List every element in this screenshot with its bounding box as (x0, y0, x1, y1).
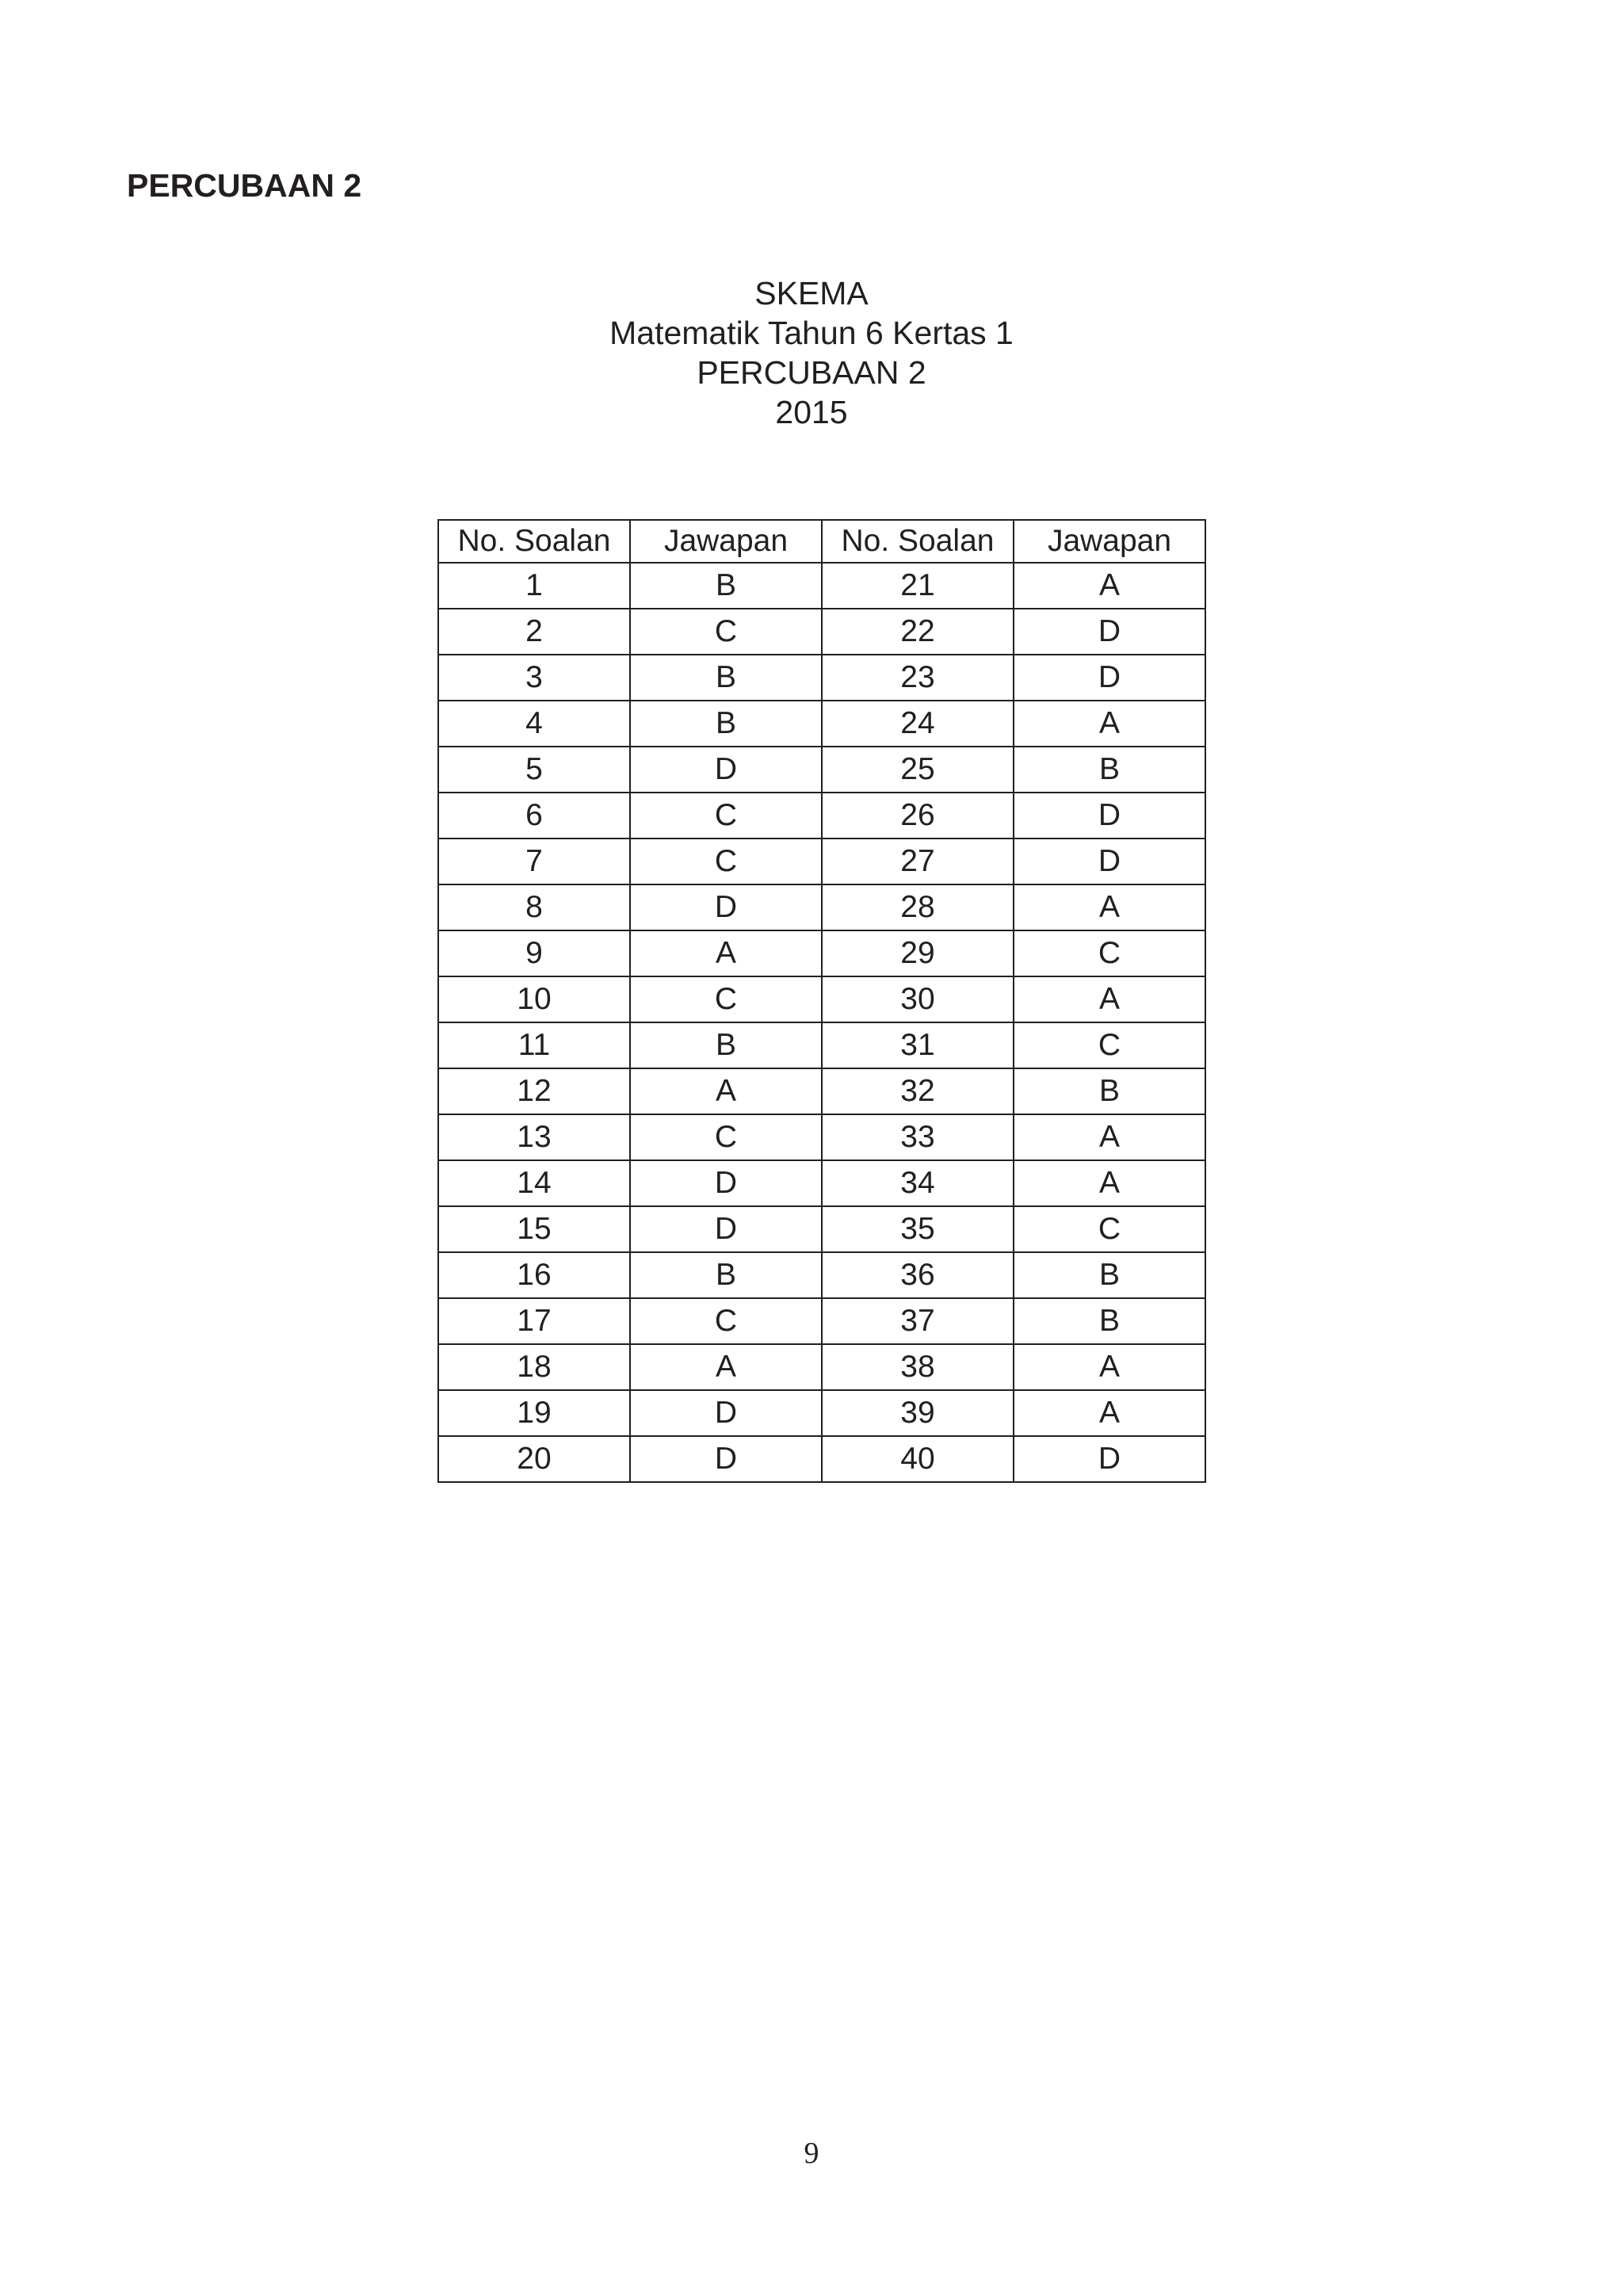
table-row (438, 1436, 1205, 1482)
question-number-cell: 34 (822, 1160, 1014, 1206)
question-number-cell: 7 (438, 839, 630, 884)
question-number-cell: 10 (438, 976, 630, 1022)
answer-cell: D (1014, 793, 1205, 839)
answer-cell: C (630, 839, 822, 884)
answer-cell: C (1014, 1022, 1205, 1068)
table-row (438, 609, 1205, 655)
answer-cell: A (1014, 1160, 1205, 1206)
answer-cell: D (1014, 839, 1205, 884)
table-row (438, 839, 1205, 884)
question-number-cell: 5 (438, 747, 630, 793)
question-number-cell: 14 (438, 1160, 630, 1206)
answer-cell: B (630, 701, 822, 747)
table-row (438, 1298, 1205, 1344)
table-row (438, 1114, 1205, 1160)
table-row (438, 930, 1205, 976)
question-number-cell: 8 (438, 884, 630, 930)
answer-scheme-heading (0, 273, 1623, 432)
question-number-cell: 38 (822, 1344, 1014, 1390)
question-number-cell: 32 (822, 1068, 1014, 1114)
table-row (438, 1022, 1205, 1068)
table-header-row (438, 520, 1205, 563)
answer-cell: C (1014, 930, 1205, 976)
question-number-cell: 15 (438, 1206, 630, 1252)
question-number-cell: 6 (438, 793, 630, 839)
heading-title: SKEMA (754, 275, 869, 311)
page-number: 9 (804, 2137, 819, 2170)
table-row (438, 701, 1205, 747)
table-row (438, 1344, 1205, 1390)
question-number-cell: 16 (438, 1252, 630, 1298)
answer-rows (438, 563, 1205, 1482)
question-number-cell: 35 (822, 1206, 1014, 1252)
question-number-cell: 4 (438, 701, 630, 747)
question-number-cell: 40 (822, 1436, 1014, 1482)
question-number-cell: 29 (822, 930, 1014, 976)
answer-cell: B (630, 1252, 822, 1298)
table-row (438, 1160, 1205, 1206)
question-number-cell: 23 (822, 655, 1014, 701)
answer-cell: D (1014, 1436, 1205, 1482)
answer-cell: D (630, 747, 822, 793)
question-number-cell: 27 (822, 839, 1014, 884)
answer-cell: D (1014, 655, 1205, 701)
answer-cell: C (630, 1114, 822, 1160)
heading-subject: Matematik Tahun 6 Kertas 1 (609, 315, 1014, 351)
header-question-no: No. Soalan (438, 520, 630, 563)
question-number-cell: 2 (438, 609, 630, 655)
answer-cell: C (630, 793, 822, 839)
question-number-cell: 17 (438, 1298, 630, 1344)
question-number-cell: 22 (822, 609, 1014, 655)
question-number-cell: 39 (822, 1390, 1014, 1436)
answer-cell: D (630, 1160, 822, 1206)
answer-cell: B (1014, 1068, 1205, 1114)
heading-year: 2015 (775, 394, 848, 430)
question-number-cell: 21 (822, 563, 1014, 609)
question-number-cell: 30 (822, 976, 1014, 1022)
question-number-cell: 33 (822, 1114, 1014, 1160)
question-number-cell: 19 (438, 1390, 630, 1436)
question-number-cell: 28 (822, 884, 1014, 930)
answer-cell: A (1014, 1390, 1205, 1436)
table-row (438, 884, 1205, 930)
table-row (438, 1068, 1205, 1114)
answer-cell: C (1014, 1206, 1205, 1252)
answer-cell: C (630, 609, 822, 655)
question-number-cell: 26 (822, 793, 1014, 839)
answer-cell: B (630, 655, 822, 701)
question-number-cell: 37 (822, 1298, 1014, 1344)
question-number-cell: 20 (438, 1436, 630, 1482)
table-row (438, 793, 1205, 839)
header-answer: Jawapan (630, 520, 822, 563)
question-number-cell: 9 (438, 930, 630, 976)
question-number-cell: 24 (822, 701, 1014, 747)
answer-cell: A (630, 1068, 822, 1114)
answer-cell: D (630, 1206, 822, 1252)
answer-cell: C (630, 1298, 822, 1344)
question-number-cell: 25 (822, 747, 1014, 793)
answer-cell: A (1014, 563, 1205, 609)
header-answer: Jawapan (1014, 520, 1205, 563)
answer-table (437, 519, 1206, 1483)
question-number-cell: 18 (438, 1344, 630, 1390)
question-number-cell: 3 (438, 655, 630, 701)
table-row (438, 1252, 1205, 1298)
question-number-cell: 11 (438, 1022, 630, 1068)
answer-cell: B (1014, 1252, 1205, 1298)
answer-cell: D (630, 1390, 822, 1436)
answer-cell: A (1014, 1344, 1205, 1390)
section-label: PERCUBAAN 2 (127, 167, 362, 204)
answer-cell: D (630, 884, 822, 930)
table-row (438, 976, 1205, 1022)
question-number-cell: 1 (438, 563, 630, 609)
table-row (438, 563, 1205, 609)
answer-cell: B (630, 563, 822, 609)
answer-cell: B (630, 1022, 822, 1068)
answer-cell: D (630, 1436, 822, 1482)
answer-cell: A (1014, 976, 1205, 1022)
answer-cell: A (1014, 1114, 1205, 1160)
table-row (438, 1390, 1205, 1436)
question-number-cell: 36 (822, 1252, 1014, 1298)
question-number-cell: 12 (438, 1068, 630, 1114)
header-question-no: No. Soalan (822, 520, 1014, 563)
question-number-cell: 13 (438, 1114, 630, 1160)
table-row (438, 655, 1205, 701)
table-row (438, 747, 1205, 793)
heading-exam: PERCUBAAN 2 (697, 354, 926, 391)
answer-cell: A (1014, 701, 1205, 747)
answer-cell: C (630, 976, 822, 1022)
answer-cell: B (1014, 747, 1205, 793)
answer-cell: A (630, 930, 822, 976)
question-number-cell: 31 (822, 1022, 1014, 1068)
answer-cell: A (630, 1344, 822, 1390)
answer-cell: D (1014, 609, 1205, 655)
answer-cell: A (1014, 884, 1205, 930)
answer-cell: B (1014, 1298, 1205, 1344)
table-row (438, 1206, 1205, 1252)
